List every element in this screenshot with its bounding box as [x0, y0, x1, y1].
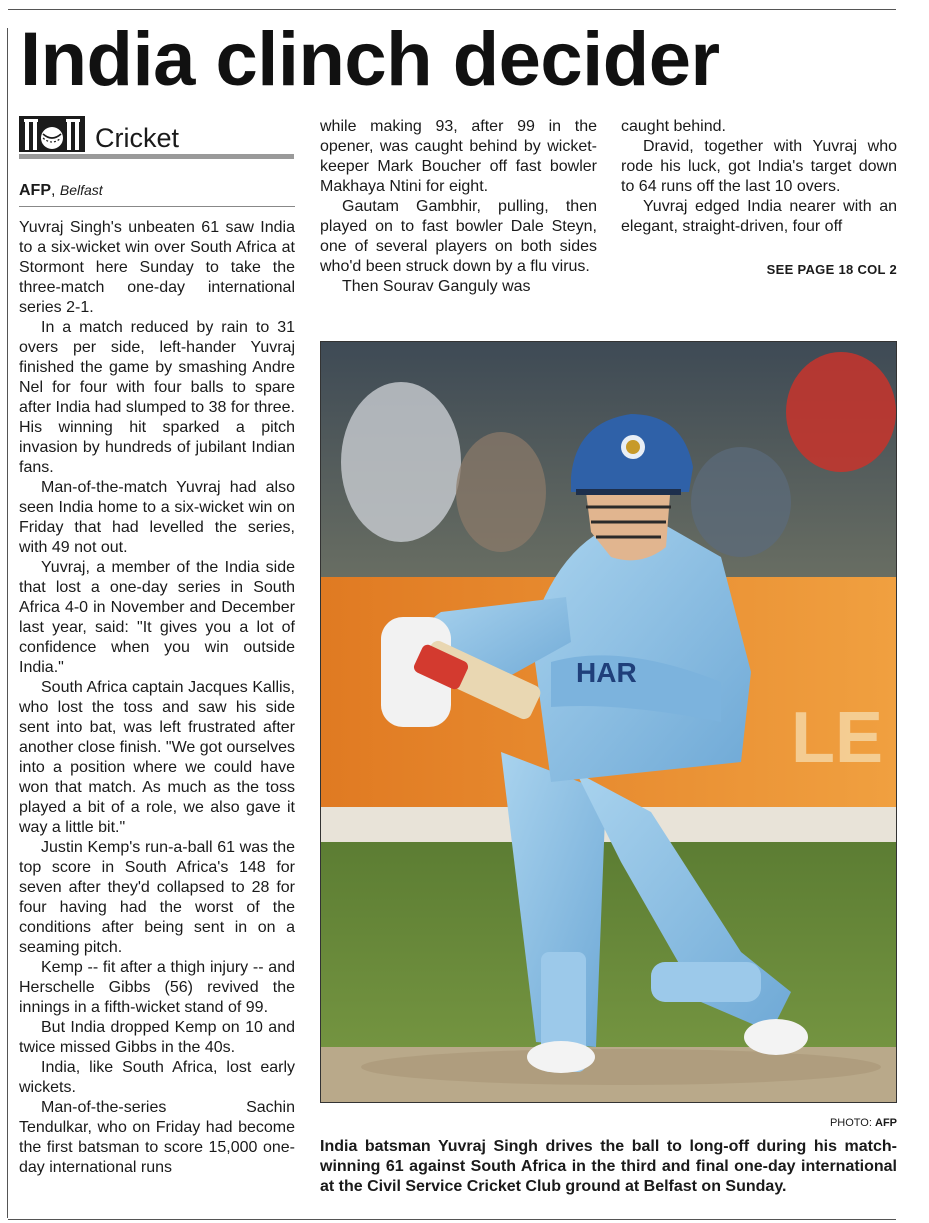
paragraph: South Africa captain Jacques Kallis, who lost the toss and saw his side sent into bat, was left frustrated after another close finish. "We got ourselves into a position where we could have won that match. As much as the toss played a bit of a role, we also gave it way a little bit." [19, 679, 295, 836]
paragraph: Justin Kemp's run-a-ball 61 was the top score in South Africa's 148 for seven after they'd collapsed to 28 for four having had the worst of the conditions after being sent in on a seaming pitch. [19, 839, 295, 956]
paragraph: Yuvraj Singh's unbeaten 61 saw India to a six-wicket win over South Africa at Stormont here Sunday to take the three-match one-day international series 2-1. [19, 219, 295, 316]
cricket-logo-icon [19, 116, 85, 152]
paragraph: Man-of-the-match Yuvraj had also seen India home to a six-wicket win on Friday that had levelled the series, with 49 not out. [19, 479, 295, 556]
article-photo [320, 341, 897, 1103]
paragraph: Dravid, together with Yuvraj who rode his luck, got India's target down to 64 runs off the last 10 overs. [621, 138, 897, 195]
article-column-3 [621, 117, 897, 237]
photo-caption: India batsman Yuvraj Singh drives the ball to long-off during his match-winning 61 against South Africa in the third and final one-day international at the Civil Service Cricket Club ground at Belfast on Sunday. [320, 1138, 897, 1195]
left-rule [7, 28, 8, 1218]
headline: India clinch decider [20, 17, 720, 102]
paragraph: India, like South Africa, lost early wickets. [19, 1059, 295, 1096]
paragraph: Yuvraj edged India nearer with an elegant, straight-driven, four off [621, 198, 897, 235]
photo-credit-label: PHOTO: [829, 1117, 872, 1129]
paragraph: Yuvraj, a member of the India side that lost a one-day series in South Africa 4-0 in November and December last year, said: "It gives you a lot of confidence when you win outside India." [19, 559, 295, 676]
paragraph: Then Sourav Ganguly was [342, 278, 531, 295]
byline-agency: AFP [19, 182, 51, 199]
shirt-lettering: HAR [576, 657, 637, 688]
byline-place: Belfast [59, 182, 103, 198]
batsman-photo-illustration [321, 342, 897, 1103]
byline-rule [19, 206, 295, 207]
board-lettering: LE [791, 698, 884, 778]
section-label: Cricket [95, 123, 180, 153]
paragraph: In a match reduced by rain to 31 overs per side, left-hander Yuvraj finished the game by smashing Andre Nel for four with four balls to spare after India had slumped to 38 for three. His winning hit sparked a pitch invasion by hundreds of jubilant Indian fans. [19, 319, 295, 476]
paragraph: while making 93, after 99 in the opener, was caught behind by wicket-keeper Mark Boucher off fast bowler Makhaya Ntini for eight. [320, 118, 597, 195]
photo-credit-source: AFP [875, 1117, 897, 1129]
photo-credit [620, 1116, 897, 1130]
paragraph: But India dropped Kemp on 10 and twice missed Gibbs in the 40s. [19, 1019, 295, 1056]
paragraph: Man-of-the-series Sachin Tendulkar, who on Friday had become the first batsman to score 15,000 one-day international runs [19, 1099, 295, 1176]
byline: AFP, Belfast [19, 182, 103, 199]
paragraph: Kemp -- fit after a thigh injury -- and Herschelle Gibbs (56) revived the innings in a fifth-wicket stand of 99. [19, 959, 295, 1016]
article-column-2 [320, 117, 597, 297]
paragraph: caught behind. [621, 118, 726, 135]
bottom-rule [8, 1219, 896, 1220]
top-rule [8, 9, 896, 10]
article-column-1 [19, 218, 295, 1178]
section-underline [19, 154, 294, 159]
jump-reference: SEE PAGE 18 COL 2 [766, 262, 897, 277]
section-header [19, 114, 294, 162]
paragraph: Gautam Gambhir, pulling, then played on to fast bowler Dale Steyn, one of several players on both sides who'd been struck down by a flu virus. [320, 198, 597, 275]
